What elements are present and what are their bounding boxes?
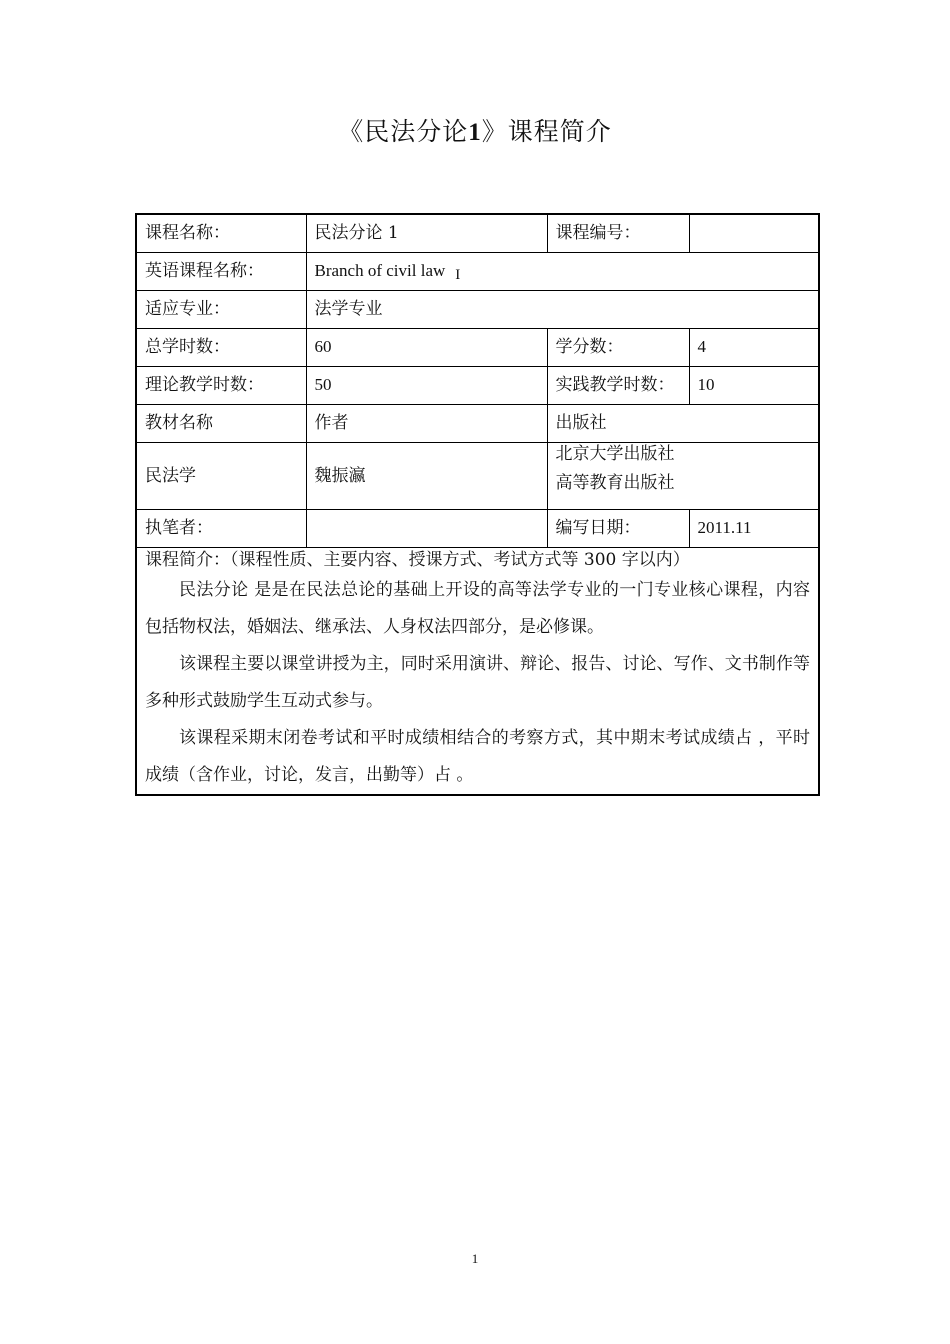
writer-value (306, 510, 547, 548)
credits-label: 学分数： (547, 329, 689, 367)
publisher-item: 高等教育出版社 (555, 473, 675, 493)
table-row (136, 214, 819, 253)
publisher-header: 出版社 (547, 405, 819, 443)
table-row (136, 405, 819, 443)
table-row (136, 367, 819, 405)
text-cursor-mark: I (455, 267, 461, 284)
table-row (136, 253, 819, 291)
intro-paragraph: 民法分论 是是在民法总论的基础上开设的高等法学专业的一门专业核心课程，内容包括物权法，婚姻法、继承法、人身权法四部分，是必修课。 (145, 580, 810, 637)
course-code-label: 课程编号： (547, 214, 689, 253)
table-row (136, 291, 819, 329)
course-name-value: 民法分论 1 (306, 214, 547, 253)
practice-hours-value: 10 (689, 367, 819, 405)
course-code-value (689, 214, 819, 253)
practice-hours-label: 实践教学时数： (547, 367, 689, 405)
publisher-list (547, 443, 819, 510)
table-row (136, 329, 819, 367)
credits-value: 4 (689, 329, 819, 367)
theory-hours-label: 理论教学时数： (136, 367, 306, 405)
total-hours-label: 总学时数： (136, 329, 306, 367)
english-name-cell (306, 253, 819, 291)
textbook-name: 民法学 (136, 443, 306, 510)
major-label: 适应专业： (136, 291, 306, 329)
title-prefix: 《民法分论 (338, 117, 469, 146)
intro-paragraph: 该课程采期末闭卷考试和平时成绩相结合的考察方式，其中期末考试成绩占 ，平时成绩（含作业，讨论，发言，出勤等）占 。 (145, 728, 810, 785)
document-title (0, 112, 950, 148)
publisher-item: 北京大学出版社 (555, 444, 675, 464)
page-number: 1 (471, 1251, 479, 1266)
table-row (136, 443, 819, 510)
textbook-header: 教材名称 (136, 405, 306, 443)
total-hours-value: 60 (306, 329, 547, 367)
intro-paragraph: 该课程主要以课堂讲授为主，同时采用演讲、辩论、报告、讨论、写作、文书制作等多种形式鼓励学生互动式参与。 (145, 654, 810, 711)
english-name-label: 英语课程名称： (136, 253, 306, 291)
title-number: 1 (468, 119, 482, 146)
english-name-value: Branch of civil law (314, 261, 446, 281)
course-info-table (135, 213, 820, 796)
writer-label: 执笔者： (136, 510, 306, 548)
date-value: 2011.11 (689, 510, 819, 548)
table-row (136, 510, 819, 548)
course-intro-cell (136, 548, 819, 796)
textbook-author: 魏振瀛 (306, 443, 547, 510)
theory-hours-value: 50 (306, 367, 547, 405)
author-header: 作者 (306, 405, 547, 443)
table-row (136, 548, 819, 796)
title-suffix: 》课程简介 (481, 117, 612, 146)
intro-heading: 课程简介：（课程性质、主要内容、授课方式、考试方式等 300 字以内） (145, 550, 690, 570)
major-value: 法学专业 (306, 291, 819, 329)
date-label: 编写日期： (547, 510, 689, 548)
course-name-label: 课程名称： (136, 214, 306, 253)
